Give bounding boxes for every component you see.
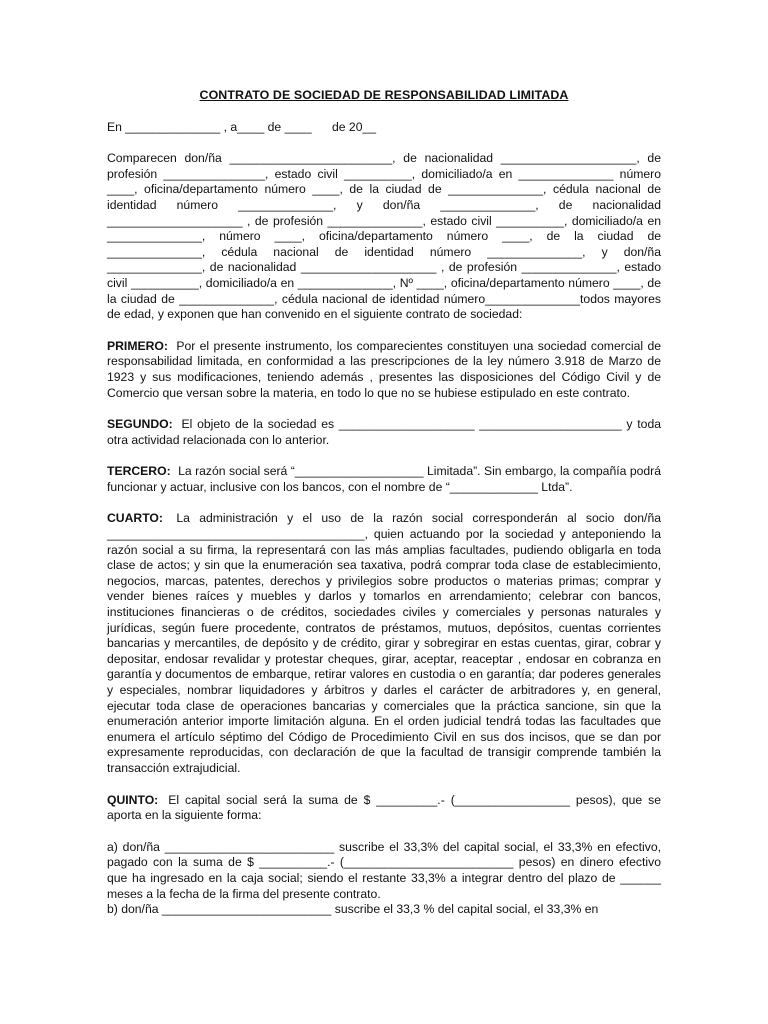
comparecen-paragraph: Comparecen don/ña ________________________, de nacionalidad ____________________, de profesión _______________, estado civil __________, domiciliado/a en ______________ número ____, oficina/departamento número ____, de la ciudad de ______________, cédula nacional de identidad número ______________, y don/ña ______________, de nacionalidad ____________________ , de profesión ______________, estado civil __________, domiciliado/a en ______________, número ____, oficina/departamento número ____, de la ciudad de ______________, cédula nacional de identidad número ______________, y don/ña ______________, de nacionalidad ____________________ , de profesión ______________, estado civil __________, domiciliado/a en ______________, Nº ____, oficina/departamento número ____, de la ciudad de ______________, cédula nacional de identidad número______________todos mayores de edad, y exponen que han convenido en el siguiente contrato de sociedad:: [107, 151, 661, 322]
clause-cuarto: [107, 511, 661, 776]
contribution-b: b) don/ña _________________________ suscribe el 33,3 % del capital social, el 33,3% en: [107, 902, 599, 917]
document-title: CONTRATO DE SOCIEDAD DE RESPONSABILIDAD LIMITADA: [199, 88, 569, 102]
clause-heading: SEGUNDO:: [107, 417, 173, 432]
clause-text: Por el presente instrumento, los comparecientes constituyen una sociedad comercial de responsabilidad limitada, en conformidad a las prescripciones de la ley número 3.918 de Marzo de 1923 y sus modificaciones, teniendo además , presentes las disposiciones del Código Civil y de Comercio que versan sobre la materia, en todo lo que no se hubiese estipulado en este contrato.: [107, 338, 662, 400]
clause-segundo: [107, 417, 661, 448]
clause-text: El objeto de la sociedad es ____________________ _____________________ y toda otra actividad relacionada con lo anterior.: [107, 417, 662, 447]
clause-text: El capital social será la suma de $ _________.- (_________________ pesos), que se aporta en la siguiente forma:: [107, 792, 661, 823]
clause-heading: PRIMERO:: [107, 338, 168, 353]
clause-primero: [107, 339, 661, 401]
clause-heading: TERCERO:: [107, 464, 171, 479]
clause-heading: CUARTO:: [107, 511, 163, 526]
clause-tercero: [107, 464, 661, 495]
clause-quinto: [107, 793, 661, 824]
clause-heading: QUINTO:: [107, 792, 159, 807]
contract-page: [107, 88, 661, 918]
contribution-a: a) don/ña _________________________ suscribe el 33,3% del capital social, el 33,3% en efectivo, pagado con la suma de $ __________.- (_________________________ pesos) en dinero efectivo que ha ingresado en la caja social; siendo el restante 33,3% a integrar dentro del plazo de ______ meses a la fecha de la firma del presente contrato.: [107, 839, 661, 901]
clause-text: La administración y el uso de la razón social corresponderán al socio don/ña ______________________________________, quien actuando por la sociedad y anteponiendo la razón social a su firma, la representará con las más amplias facultades, pudiendo obligarla en toda clase de actos; y sin que la enumeración sea taxativa, podrá comprar toda clase de establecimiento, negocios, marcas, patentes, derechos y privilegios sobre productos o materias primas; comprar y vender bienes raíces y muebles y darlos y tomarlos en arrendamiento; celebrar con bancos, instituciones financieras o de créditos, sociedades civiles y comerciales y personas naturales y jurídicas, según fuere procedente, contratos de préstamos, mutuos, depósitos, cuentas corrientes bancarias y mercantiles, de depósito y de crédito, girar y sobregirar en estas cuentas, girar, cobrar y depositar, endosar revalidar y protestar cheques, girar, aceptar, reaceptar , endosar en cobranza en garantía y documentos de embarque, retirar valores en custodia o en garantía; dar poderes generales y especiales, nombrar liquidadores y árbitros y darles el carácter de arbitradores y, en general, ejecutar toda clase de operaciones bancarias y comerciales que la práctica sancione, sin que la enumeración anterior importe limitación alguna. En el orden judicial tendrá todas las facultades que enumera el artículo séptimo del Código de Procedimiento Civil en sus dos incisos, que se dan por expresamente reproducidas, con declaración de que la facultad de transigir comprende también la transacción extrajudicial.: [107, 511, 661, 775]
clause-text: La razón social será “___________________ Limitada”. Sin embargo, la compañía podrá funcionar y actuar, inclusive con los bancos, con el nombre de “_____________ Ltda”.: [107, 464, 661, 494]
date-line: En ______________ , a____ de ____ de 20__: [107, 119, 377, 134]
